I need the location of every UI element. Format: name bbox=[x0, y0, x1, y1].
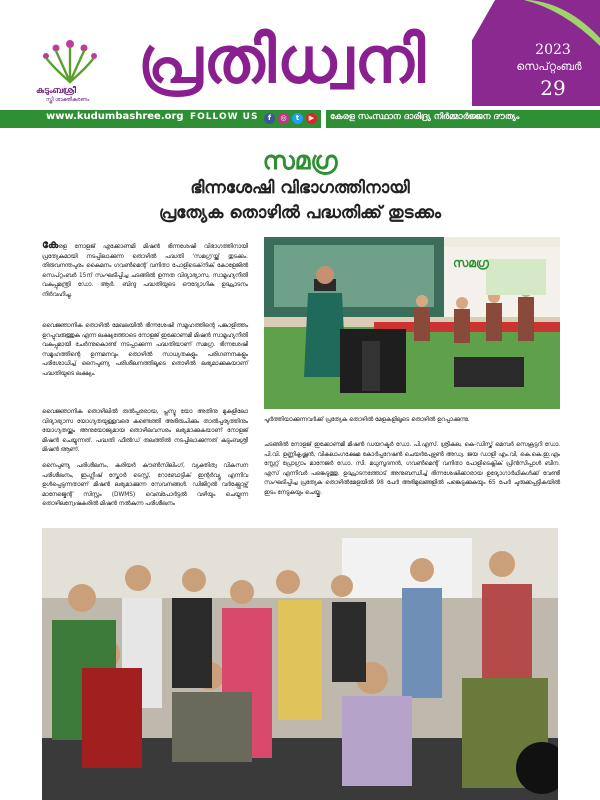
article-paragraph-4: നൈപുണ്യ പരിശീലനം, കരിയർ കൗൺസിലിംഗ്, വ്യക്തിത്വ വികസന പരിശീലനം, ഇംഗ്ലീഷ് സ്കോർ ടെസ്റ്റ്, റോബോട്ടിക് ഇന്റർവ്യൂ എന്നിവ ഉൾപ്പെടുന്നതാണ് മിഷൻ ലഭ്യമാക്കുന്ന സേവനങ്ങൾ. ഡിജിറ്റൽ വർക്ക്ഫോഴ്സ് മാനേജ്മെന്റ് സിസ്റ്റം (DWMS) വെബ്പോർട്ടൽ വഴിയും ചെയ്യുന്ന തൊഴിലന്വേഷകരിൽ മിഷൻ നൽകുന്ന പരിശീലനം bbox=[42, 463, 248, 508]
issue-month: സെപ്റ്റംബർ bbox=[516, 60, 582, 73]
article-title-line-1: ഭിന്നശേഷി വിഭാഗത്തിനായി bbox=[190, 178, 410, 198]
article-paragraph-1 bbox=[42, 240, 248, 301]
youtube-icon[interactable]: ▶ bbox=[306, 113, 317, 124]
article-paragraph-6: ചടങ്ങിൽ നോളജ് ഇക്കോണമി മിഷൻ ഡയറക്ടർ ഡോ. പി.എസ്. ശ്രീകല, കെ-ഡിസ്ക് മെമ്പർ സെക്രട്ടറി ഡോ. പി.വി. ഉണ്ണികൃഷ്ണൻ, വികലാംഗക്ഷേമ കോർപ്പറേഷൻ ചെയർപേഴ്സൺ അഡ്വ. ജയ ഡാളി എം.വി, കെ.കെ.ഇ.എം സ്റ്റേറ്റ് പ്രോഗ്രാം മാനേജർ ഡോ. സി. മധുസൂദനൻ, ഗവൺമെന്റ് വനിതാ പോളിടെക്നിക് പ്രിൻസിപ്പാൾ ബീന. എസ് എന്നിവർ പങ്കെടുത്തു. ഉദ്ഘാടനത്തോട് അനുബന്ധിച്ച് ഭിന്നശേഷിക്കാരായ ഉദ്യോഗാർഥികൾക്ക് വേണ്ടി സംഘടിപ്പിച്ച പ്രത്യേക തൊഴിൽമേളയിൽ 98 പേർ അഭിമുഖങ്ങളിൽ പങ്കെടുക്കുകയും 65 പേർ ചുരുക്കപ്പട്ടികയിൽ ഇടം നേടുകയും ചെയ്തു. bbox=[264, 442, 560, 496]
mission-tagline: കേരള സംസ്ഥാന ദാരിദ്ര്യ നിർമ്മാർജ്ജന ദൗത്യം bbox=[330, 112, 520, 122]
issue-year: 2023 bbox=[535, 42, 571, 58]
website-link[interactable]: www.kudumbashree.org bbox=[46, 111, 184, 122]
facebook-icon[interactable]: f bbox=[264, 113, 275, 124]
job-fair-crowd-photo bbox=[42, 528, 558, 800]
logo-subtext: സ്ത്രീ ശാക്തീകരണം bbox=[46, 97, 90, 103]
kudumbashree-logo bbox=[40, 38, 100, 84]
paragraph-1-text: രള നോളജ് എക്കോണമി മിഷൻ ഭിന്നശേഷി വിഭാഗത്തിനായി പ്രത്യേകമായി നടപ്പിലാക്കുന്ന തൊഴിൽ പദ്ധതി 'സമഗ്ര'യ്ക്ക് തുടക്കം. തിരുവനന്തപുരം കൈമനം ഗവൺമെന്റ് വനിതാ പോളിടെക്‌നിക് കോളേജിൽ സെപ്റ്റംബർ 15ന് സംഘടിപ്പിച്ച ചടങ്ങിൽ ഉന്നത വിദ്യാഭ്യാസ, സാമൂഹ്യനീതി വകുപ്പുമന്ത്രി ഡോ. ആർ. ബിന്ദു പദ്ധതിയുടെ ഔദ്യോഗിക ഉദ്ഘാടനം നിർവഹിച്ചു. bbox=[42, 244, 248, 298]
band-divider bbox=[321, 110, 326, 128]
article-title-line-2: പ്രത്യേക തൊഴിൽ പദ്ധതിക്ക് തുടക്കം bbox=[159, 203, 441, 223]
drop-cap: കേ bbox=[42, 238, 59, 251]
photo-caption: പൂർത്തിയാക്കുന്നവർക്ക് പ്രത്യേക തൊഴിൽ മേളകളിലൂടെ തൊഴിൽ ഉറപ്പാക്കുന്നു. bbox=[264, 417, 470, 423]
masthead-title: പ്രതിധ്വനി bbox=[138, 24, 427, 98]
article-kicker: സമഗ്ര bbox=[262, 146, 338, 175]
photo-banner-text: സമഗ്ര bbox=[453, 256, 489, 270]
event-stage-photo bbox=[264, 237, 560, 409]
logo-text: കുടുംബശ്രീ bbox=[36, 86, 76, 96]
twitter-icon[interactable]: t bbox=[292, 113, 303, 124]
article-paragraph-2: വൈജ്ഞാനിക തൊഴിൽ മേഖലയിൽ ഭിന്നശേഷി സമൂഹത്തിന്റെ പങ്കാളിത്തം ഉറപ്പുവരുത്തുക എന്ന ലക്ഷ്യത്തോടെ നോളജ് ഇക്കോണമി മിഷൻ സാമൂഹ്യനീതി വകുപ്പുമായി ചേർന്നുകൊണ്ട് നടപ്പാക്കുന്ന പദ്ധതിയാണ് സമഗ്ര. ഭിന്നശേഷി സമൂഹത്തിന്റെ ഉന്നമനവും തൊഴിൽ സാധ്യതകളും പരിഗണനകളും പരിശോധിച്ച് നൈപുണ്യ പരിശീലനത്തിലൂടെ തൊഴിൽ ലഭ്യമാക്കുകയാണ് പദ്ധതിയുടെ ലക്ഷ്യം. bbox=[42, 323, 248, 377]
issue-day: 29 bbox=[540, 76, 566, 100]
follow-us-label: FOLLOW US bbox=[190, 112, 259, 122]
article-paragraph-3: വൈജ്ഞാനിക തൊഴിലിൽ തൽപ്പരരായ, പ്ലസ്ടു യോ അതിനു മുകളിലോ വിദ്യാഭ്യാസ യോഗ്യതയുള്ളവരെ കണ്ടെത്തി അഭിരുചിക്കും താൽപ്പര്യത്തിനും യോഗ്യതയ്ക്കും അനുയോജ്യമായ തൊഴിലവസരം ലഭ്യമാക്കുകയാണ് നോളജ് മിഷൻ ചെയ്യുന്നത്. പദ്ധതി ഫീൽഡ് തലത്തിൽ നടപ്പിലാക്കുന്നത് കുടുംബശ്രീ മിഷൻ ആണ്. bbox=[42, 409, 248, 454]
instagram-icon[interactable]: ◎ bbox=[278, 113, 289, 124]
